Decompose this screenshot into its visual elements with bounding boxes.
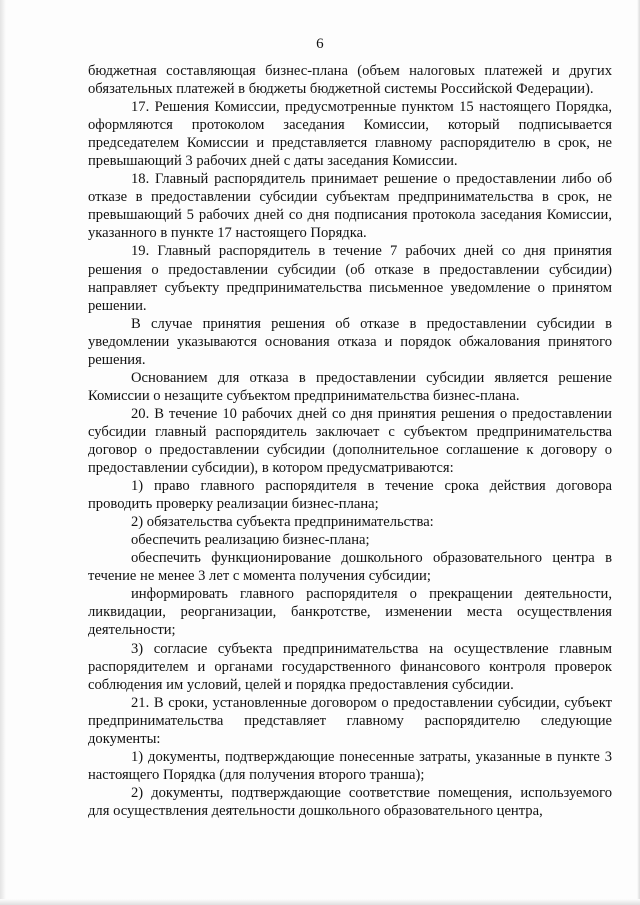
paragraph-item-18: 18. Главный распорядитель принимает решение о предоставлении либо об отказе в предоставлении субсидии субъектам предпринимательства в срок, не превышающий 5 рабочих дней со дня подписания протокола заседания Комиссии, указанного в пункте 17 настоящего Порядка. [88,171,612,242]
paragraph-item-21-1: 1) документы, подтверждающие понесенные затраты, указанные в пункте 3 настоящего Порядка (для получения второго транша); [88,748,612,783]
paragraph-item-17: 17. Решения Комиссии, предусмотренные пунктом 15 настоящего Порядка, оформляются протоколом заседания Комиссии, который подписывается председателем Комиссии и представляется главному распорядителю в срок, не превышающий 3 рабочих дней с даты заседания Комиссии. [88,99,612,170]
paragraph-item-19: 19. Главный распорядитель в течение 7 рабочих дней со дня принятия решения о предоставлении субсидии (об отказе в предоставлении субсидии) направляет субъекту предпринимательства письменное уведомление о принятом решении. [88,243,612,314]
paragraph-refusal-notice: В случае принятия решения об отказе в предоставлении субсидии в уведомлении указываются основания отказа и порядок обжалования принятого решения. [88,315,612,368]
paragraph-item-21-2: 2) документы, подтверждающие соответствие помещения, используемого для осуществления деятельности дошкольного образовательного центра, [88,784,612,819]
paragraph-item-20-3: 3) согласие субъекта предпринимательства на осуществление главным распорядителем и органами государственного финансового контроля проверок соблюдения им условий, целей и порядка предоставления субсидии. [88,640,612,693]
paragraph-obligation-business-plan: обеспечить реализацию бизнес-плана; [131,532,370,549]
paragraph-budget-component: бюджетная составляющая бизнес-плана (объем налоговых платежей и других обязательных платежей в бюджеты бюджетной системы Российской Федерации). [88,63,612,98]
paragraph-item-20-2: 2) обязательства субъекта предпринимательства: [131,514,434,531]
paragraph-refusal-basis: Основанием для отказа в предоставлении субсидии является решение Комиссии о незащите субъектом предпринимательства бизнес-плана. [88,369,612,404]
page-number: 6 [316,36,324,52]
document-body [88,62,612,820]
paragraph-obligation-operation: обеспечить функционирование дошкольного образовательного центра в течение не менее 3 лет с момента получения субсидии; [88,550,612,585]
paragraph-obligation-inform: информировать главного распорядителя о прекращении деятельности, ликвидации, реорганизации, банкротстве, изменении места осуществления деятельности; [88,586,612,639]
scan-bottom-edge [0,899,640,905]
paragraph-item-21: 21. В сроки, установленные договором о предоставлении субсидии, субъект предпринимательства представляет главному распорядителю следующие документы: [88,694,612,747]
scan-left-edge [0,0,6,905]
paragraph-item-20: 20. В течение 10 рабочих дней со дня принятия решения о предоставлении субсидии главный распорядитель заключает с субъектом предпринимательства договор о предоставлении субсидии (дополнительное соглашение к договору о предоставлении субсидии), в котором предусматриваются: [88,405,612,477]
paragraph-item-20-1: 1) право главного распорядителя в течение срока действия договора проводить проверку реализации бизнес-плана; [88,478,612,513]
